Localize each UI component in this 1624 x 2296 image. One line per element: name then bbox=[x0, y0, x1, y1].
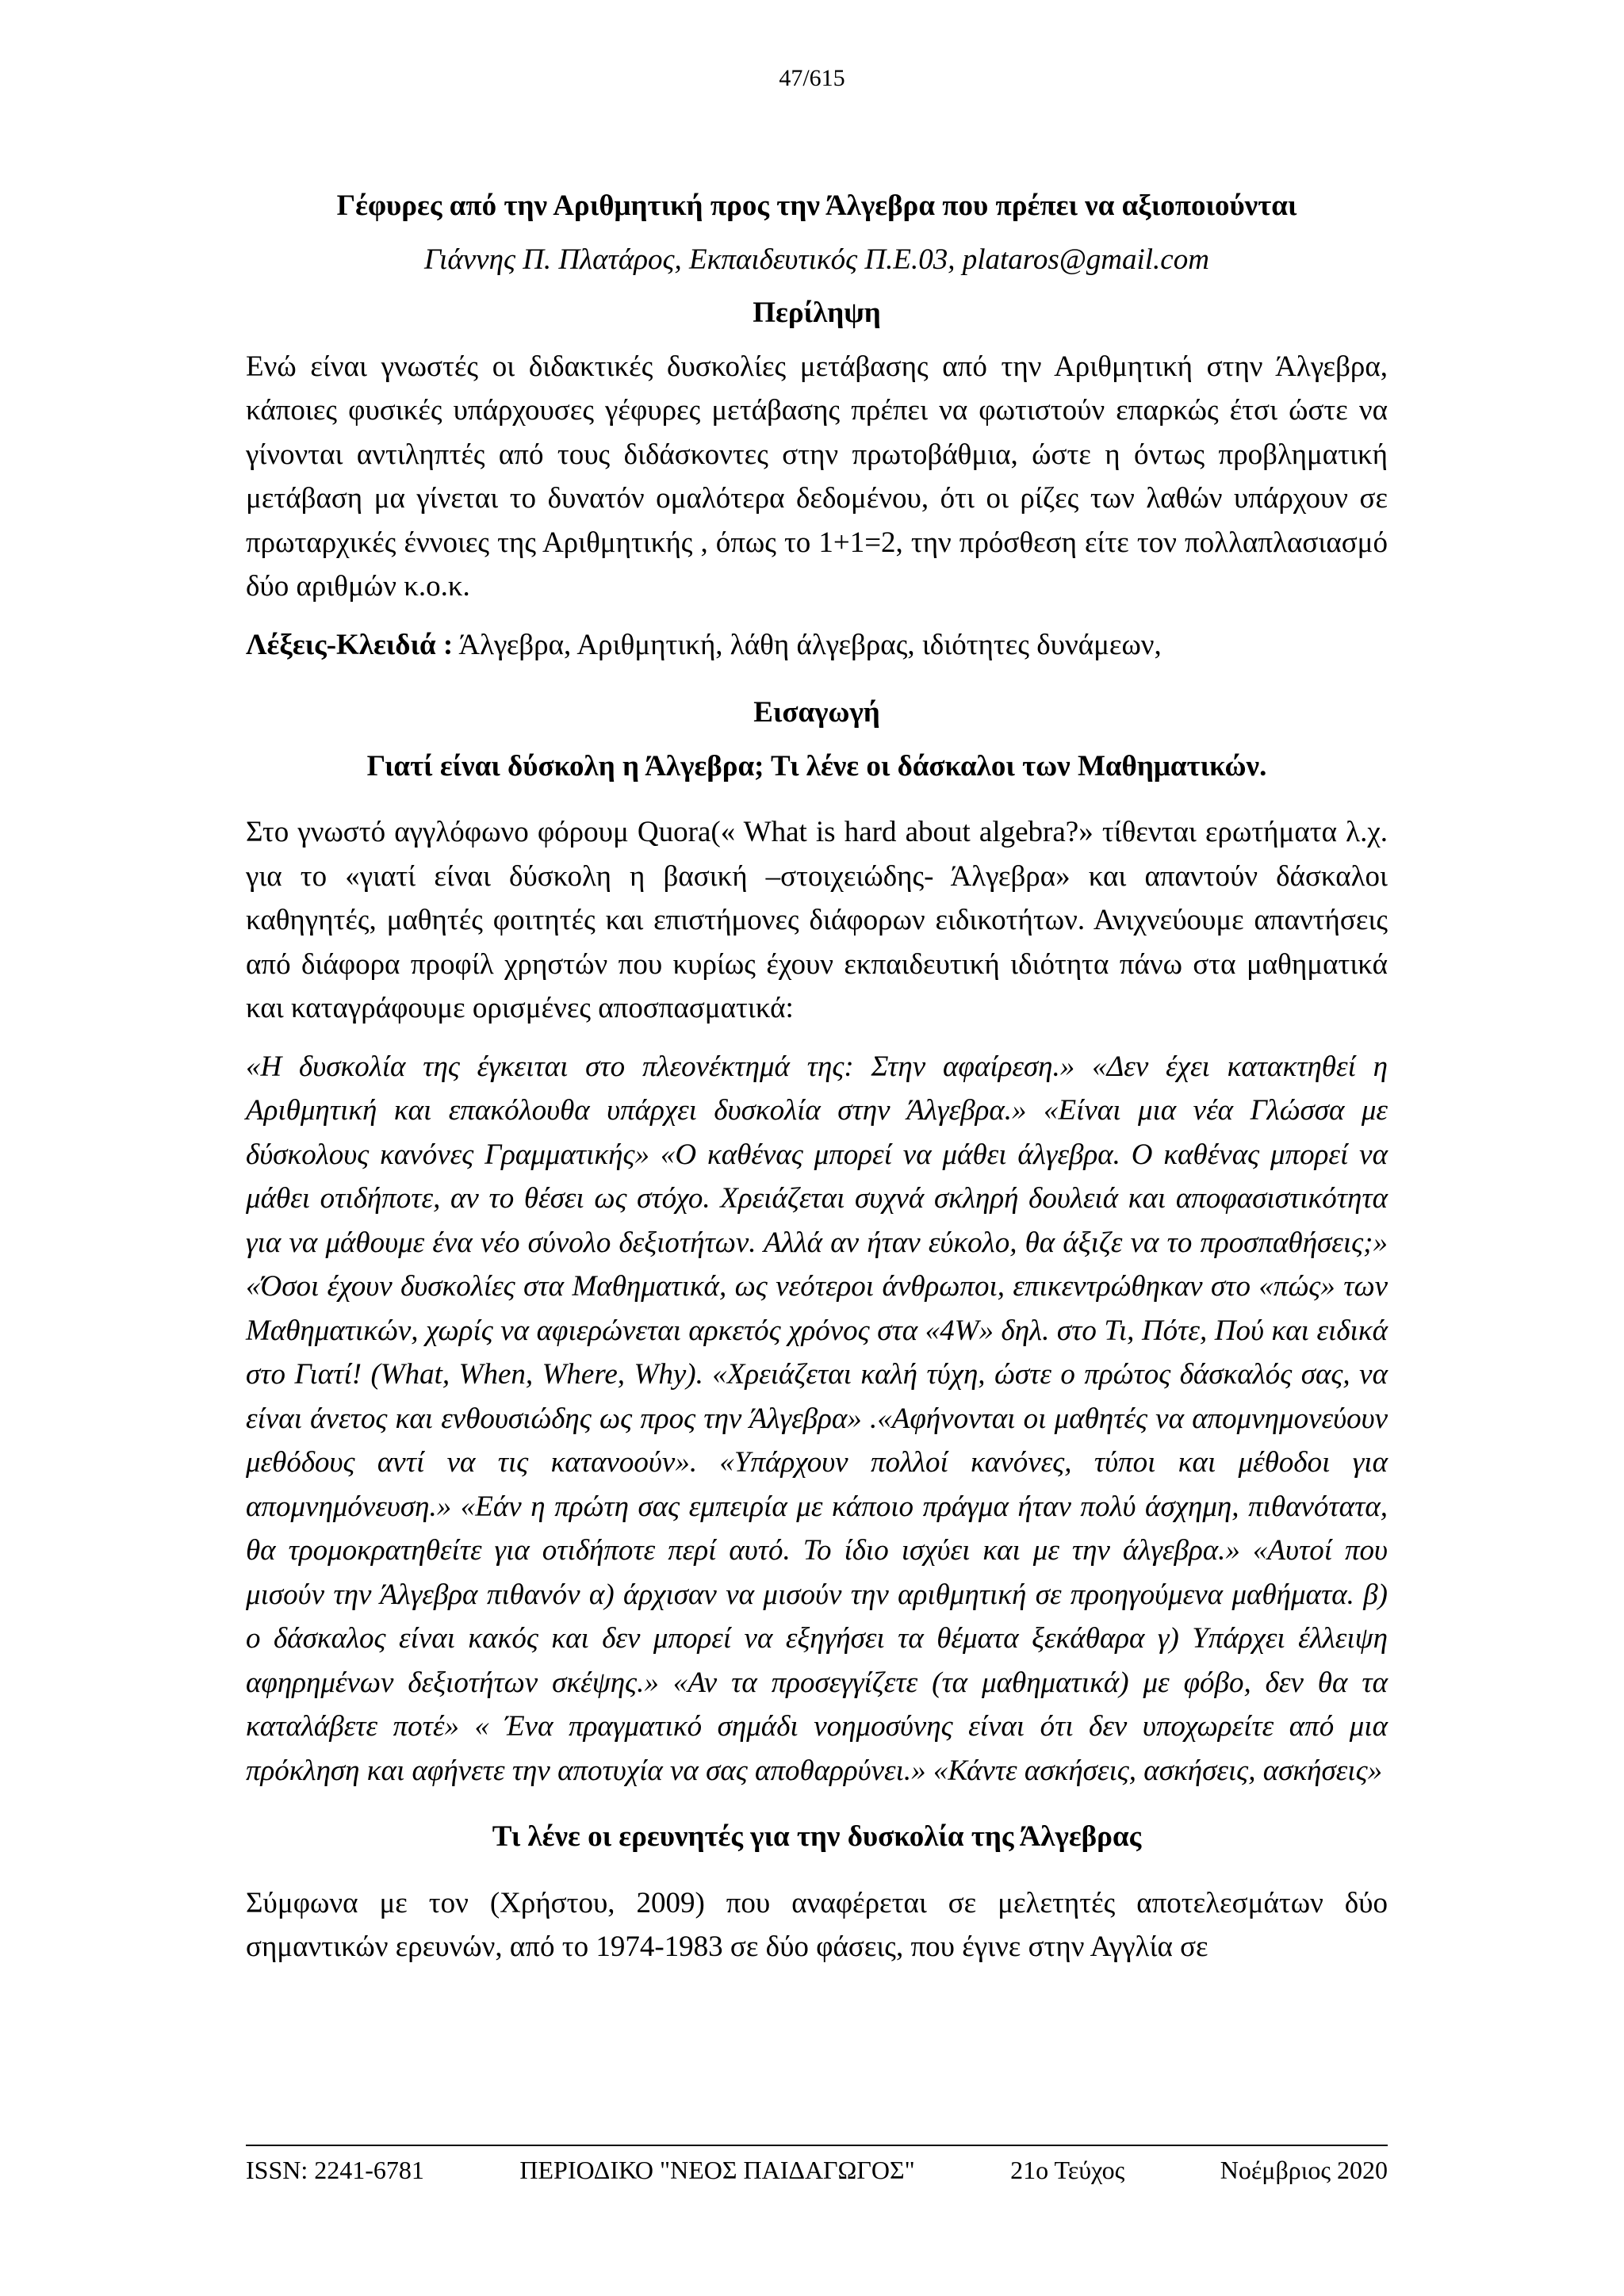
footer-issue: 21ο Τεύχος bbox=[1010, 2156, 1125, 2184]
researchers-paragraph: Σύμφωνα με τον (Χρήστου, 2009) που αναφέρεται σε μελετητές αποτελεσμάτων δύο σημαντικών ερευνών, από το 1974-1983 σε δύο φάσεις, που έγινε στην Αγγλία σε bbox=[246, 1886, 1388, 1963]
footer-journal: ΠΕΡΙΟΔΙΚΟ "ΝΕΟΣ ΠΑΙΔΑΓΩΓΟΣ" bbox=[519, 2156, 915, 2184]
page-footer bbox=[246, 2145, 1388, 2185]
keywords-line bbox=[246, 623, 1388, 668]
page-number: 47/615 bbox=[779, 65, 845, 91]
article-title: Γέφυρες από την Αριθμητική προς την Άλγεβρα που πρέπει να αξιοποιούνται bbox=[336, 189, 1297, 222]
teacher-quotes: «Η δυσκολία της έγκειται στο πλεονέκτημά της: Στην αφαίρεση.» «Δεν έχει κατακτηθεί η Αριθμητική και επακόλουθα υπάρχει δυσκολία στην Άλγεβρα.» «Είναι μια νέα Γλώσσα με δύσκολους κανόνες Γραμματικής» «Ο καθένας μπορεί να μάθει άλγεβρα. Ο καθένας μπορεί να μάθει οτιδήποτε, αν το θέσει ως στόχο. Χρειάζεται συχνά σκληρή δουλειά και αποφασιστικότητα για να μάθουμε ένα νέο σύνολο δεξιοτήτων. Αλλά αν ήταν εύκολο, θα άξιζε να το προσπαθήσεις;» «Όσοι έχουν δυσκολίες στα Μαθηματικά, ως νεότεροι άνθρωποι, επικεντρώθηκαν στο «πώς» των Μαθηματικών, χωρίς να αφιερώνεται αρκετός χρόνος στα «4W» δηλ. στο Τι, Πότε, Πού και ειδικά στο Γιατί! (What, When, Where, Why). «Χρειάζεται καλή τύχη, ώστε ο πρώτος δάσκαλός σας, να είναι άνετος και ενθουσιώδης ως προς την Άλγεβρα» .«Αφήνονται οι μαθητές να απομνημονεύουν μεθόδους αντί να τις κατανοούν». «Υπάρχουν πολλοί κανόνες, τύποι και μέθοδοι για απομνημόνευση.» «Εάν η πρώτη σας εμπειρία με κάποιο πράγμα ήταν πολύ άσχημη, πιθανότατα, θα τρομοκρατηθείτε για οτιδήποτε περί αυτό. Το ίδιο ισχύει και με την άλγεβρα.» «Αυτοί που μισούν την Άλγεβρα πιθανόν α) άρχισαν να μισούν την αριθμητική σε προηγούμενα μαθήματα. β) ο δάσκαλος είναι κακός και δεν μπορεί να εξηγήσει τα θέματα ξεκάθαρα γ) Υπάρχει έλλειψη αφηρημένων δεξιοτήτων σκέψης.» «Αν τα προσεγγίζετε (τα μαθηματικά) με φόβο, δεν θα τα καταλάβετε ποτέ» « Ένα πραγματικό σημάδι νοημοσύνης είναι ότι δεν υποχωρείτε από μια πρόκληση και αφήνετε την αποτυχία να σας αποθαρρύνει.» «Κάντε ασκήσεις, ασκήσεις, ασκήσεις» bbox=[246, 1050, 1388, 1787]
article-author: Γιάννης Π. Πλατάρος, Εκπαιδευτικός Π.Ε.03, plataros@gmail.com bbox=[424, 243, 1209, 276]
footer-date: Νοέμβριος 2020 bbox=[1220, 2156, 1388, 2184]
introduction-paragraph: Στο γνωστό αγγλόφωνο φόρουμ Quora(« What is hard about algebra?» τίθενται ερωτήματα λ.χ. για το «γιατί είναι δύσκολη η βασική –στοιχειώδης- Άλγεβρα» και απαντούν δάσκαλοι καθηγητές, μαθητές φοιτητές και επιστήμονες διάφορων ειδικοτήτων. Ανιχνεύουμε απαντήσεις από διάφορα προφίλ χρηστών που κυρίως έχουν εκπαιδευτική ιδιότητα πάνω στα μαθηματικά και καταγράφουμε ορισμένες αποσπασματικά: bbox=[246, 816, 1388, 1024]
keywords-text: Άλγεβρα, Αριθμητική, λάθη άλγεβρας, ιδιότητες δυνάμεων, bbox=[453, 628, 1162, 661]
article-body bbox=[246, 184, 1388, 1984]
abstract-text: Ενώ είναι γνωστές οι διδακτικές δυσκολίες μετάβασης από την Αριθμητική στην Άλγεβρα, κάποιες φυσικές υπάρχουσες γέφυρες μετάβασης πρέπει να φωτιστούν επαρκώς έτσι ώστε να γίνονται αντιληπτές από τους διδάσκοντες στην πρωτοβάθμια, ώστε η όντως προβληματική μετάβαση μα γίνεται το δυνατόν ομαλότερα δεδομένου, ότι οι ρίζες των λαθών υπάρχουν σε πρωταρχικές έννοιες της Αριθμητικής , όπως το 1+1=2, την πρόσθεση είτε τον πολλαπλασιασμό δύο αριθμών κ.ο.κ. bbox=[246, 350, 1388, 603]
researchers-heading: Τι λένε οι ερευνητές για την δυσκολία της Άλγεβρας bbox=[492, 1820, 1142, 1853]
introduction-subheading: Γιατί είναι δύσκολη η Άλγεβρα; Τι λένε οι δάσκαλοι των Μαθηματικών. bbox=[366, 749, 1267, 783]
footer-issn: ISSN: 2241-6781 bbox=[246, 2156, 424, 2184]
introduction-heading: Εισαγωγή bbox=[753, 696, 880, 729]
abstract-heading: Περίληψη bbox=[753, 297, 881, 329]
keywords-label: Λέξεις-Κλειδιά : bbox=[246, 628, 454, 661]
